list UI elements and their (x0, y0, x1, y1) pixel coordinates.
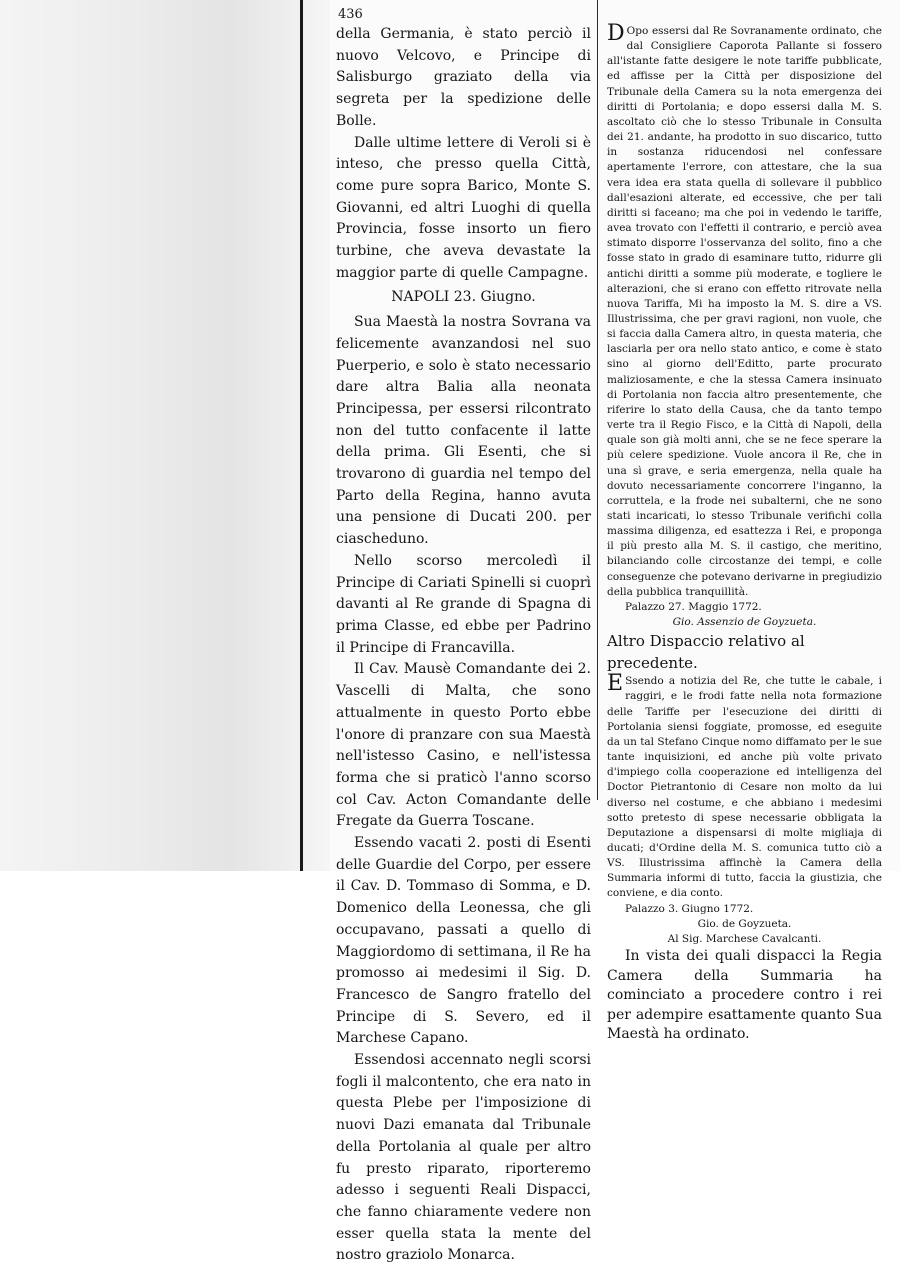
article-paragraph: Sua Maestà la nostra Sovrana va felicemente avanzandosi nel suo Puerperio, e solo è stato necessario dare altra Balia alla neonata Principessa, per essersi rilcontrato non del tutto confacente il latte della prima. Gli Esenti, che si trovarono di guardia nel tempo del Parto della Regina, hanno avuta una pensione di Ducati 200. per ciascheduno. (336, 314, 591, 548)
article-paragraph: della Germania, è stato perciò il nuovo Velcovo, e Principe di Salisburgo graziato della via segreta per la spedizione delle Bolle. (336, 26, 591, 129)
drop-cap: E (607, 671, 624, 697)
article-paragraph: Essendosi accennato negli scorsi fogli il malcontento, che era nato in questa Plebe per l'imposizione di nuovi Dazi emanata dal Tribunale della Portolania al quale per altro fu presto riparato, riporteremo adesso i seguenti Reali Dispacci, che fanno chiaramente vedere non esser quella stata la mente del nostro graziolo Monarca. (336, 1052, 591, 1264)
left-column (336, 24, 591, 1267)
right-column (607, 21, 882, 1045)
dispatch-two (607, 671, 882, 901)
dispatch-signature: Gio. de Goyzueta. (697, 917, 792, 930)
drop-cap: D (607, 21, 625, 46)
dispatch-date: Palazzo 3. Giugno 1772. (625, 902, 754, 915)
dispatch-two-text: Ssendo a notizia del Re, che tutte le cabale, i raggiri, e le frodi fatte nella nota formazione delle Tariffe per l'esecuzione dei diritti di Portolania siensi foggiate, promosse, ed eseguite da un tal Stefano Cinque nomo diffamato per le sue tante inquisizioni, ed anche più volte privato d'impiego colla cooperazione ed intelligenza del Doctor Pietrantonio di Cesare non molto da lui diverso nel costume, e che abbiano i medesimi sotto pretesto di spese necessarie obbligata la Deputazione a dispensarsi di molte migliaja di ducati; d'Ordine della M. S. comunica tutto ciò a VS. Illustrissima affinchè la Camera della Summaria informi di tutto, faccia la giustizia, che conviene, e dia conto. (607, 675, 882, 900)
page-gutter-line (300, 0, 303, 871)
closing-paragraph: In vista dei quali dispacci la Regia Camera della Summaria ha cominciato a procedere contro i rei per adempire esattamente quanto Sua Maestà ha ordinato. (607, 948, 882, 1043)
dispatch-one-text: Opo essersi dal Re Sovranamente ordinato, che dal Consigliere Caporota Pallante si fossero all'istante fatte desigere le note tariffe pubblicate, ed affisse per la Città per disposizione del Tribunale della Camera su la nota emergenza dei diritti di Portolania; e dopo essersi dalla M. S. ascoltato ciò che lo stesso Tribunale in Consulta dei 21. andante, ha prodotto in suo discarico, tutto in sostanza riducendosi nel confessare apertamente l'errore, con attestare, che la sua vera idea era stata quella di sollevare il pubblico dall'esazioni alterate, ed eccessive, che per tali diritti si faceano; ma che poi in vedendo le tariffe, avea trovato con l'effetti il contrario, e perciò avea stimato disporre l'osservanza del solito, fino a che fosse stato in grado di esaminare tutto, ridurre gli antichi diritti a somme più moderate, e togliere le alterazioni, che si erano con effetto ritrovate nella nuova Tariffa, Mi ha imposto la M. S. dire a VS. Illustrissima, che per gravi ragioni, non vuole, che si faccia dalla Camera altro, in questa materia, che lasciarla per ora nello stato antico, e come è stato sino al giorno dell'Editto, parte procurato maliziosamente, e che la stessa Camera insinuato di Portolania non faccia altro presentemente, che riferire lo stato della Causa, che da tanto tempo verte tra il Regio Fisco, e la Città di Napoli, della quale son già molti anni, che se ne fece sperare la più celere spedizione. Vuole ancora il Re, che in una sì grave, e seria emergenza, nella quale ha dovuto necessariamente concorrere l'inganno, la corruttela, e la frode nei subalterni, che ne sono stati incaricati, lo stesso Tribunale verifichi colla massima diligenza, ed esattezza i Rei, e proponga il più presto alla M. S. il castigo, che meritino, bilanciando colle circostanze dei tempi, e colle conseguenze che potevano derivarne in pregiudizio della pubblica tranquillità. (607, 25, 882, 598)
article-paragraph: Dalle ultime lettere di Veroli si è inteso, che presso quella Città, come pure sopra Barico, Monte S. Giovanni, ed altri Luoghi di quella Provincia, fosse insorto un fiero turbine, che aveva devastate la maggior parte di quelle Campagne. (336, 134, 591, 281)
dateline: NAPOLI 23. Giugno. (391, 289, 536, 306)
article-paragraph: Essendo vacati 2. posti di Esenti delle Guardie del Corpo, per essere il Cav. D. Tommaso di Somma, e D. Domenico della Leonessa, che gli occupavano, passati a quello di Maggiordomo di settimana, il Re ha promosso ai medesimi il Sig. D. Francesco de Sangro fratello del Principe di S. Severo, ed il Marchese Capano. (336, 835, 591, 1047)
dispatch-one (607, 21, 882, 600)
facing-page-margin (0, 0, 330, 871)
addressee: Al Sig. Marchese Cavalcanti. (667, 932, 822, 945)
page-number: 436 (338, 7, 363, 22)
dispatch-date: Palazzo 27. Maggio 1772. (625, 600, 762, 613)
article-paragraph: Nello scorso mercoledì il Principe di Cariati Spinelli si cuoprì davanti al Re grande di Spagna di prima Classe, ed ebbe per Padrino il Principe di Francavilla. (336, 552, 591, 656)
dispatch-signature: Gio. Assenzio de Goyzueta. (672, 616, 817, 629)
article-paragraph: Il Cav. Mausè Comandante dei 2. Vascelli di Malta, che sono attualmente in questo Porto ebbe l'onore di pranzare con sua Maestà nell'istesso Casino, e nell'istessa forma che si praticò l'anno scorso col Cav. Acton Comandante delle Fregate da Guerra Toscane. (336, 661, 591, 830)
section-heading: Altro Dispaccio relativo al precedente. (607, 632, 805, 673)
column-rule (597, 0, 598, 800)
